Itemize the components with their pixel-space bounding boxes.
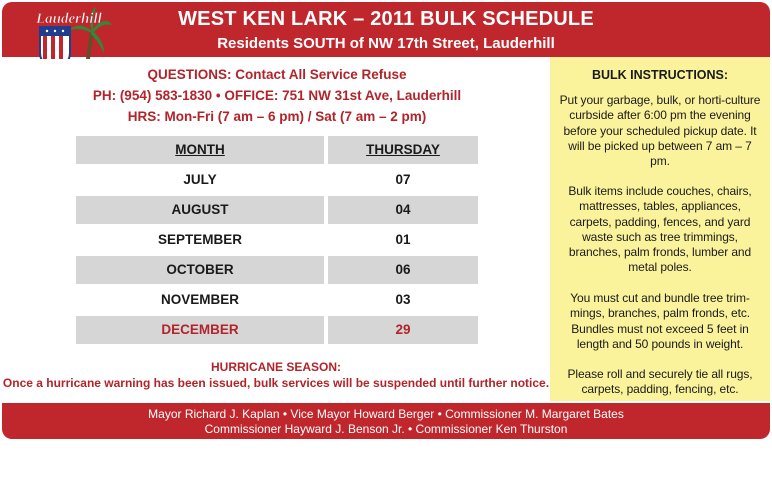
table-row [76,196,478,224]
month-cell: OCTOBER [76,256,324,284]
contact-questions: QUESTIONS: Contact All Service Refuse [147,67,407,82]
bulk-instructions-panel [550,57,770,401]
officials-line-2: Commissioner Hayward J. Benson Jr. • Commissioner Ken Thurston [204,422,568,436]
date-cell: 01 [395,232,411,247]
date-cell: 06 [328,256,478,284]
table-row [76,166,478,194]
date-cell: 07 [395,172,411,187]
month-cell: DECEMBER [76,316,324,344]
footer-banner [2,403,770,439]
month-cell: NOVEMBER [160,292,239,307]
schedule-panel [2,59,550,399]
date-cell: 03 [395,292,411,307]
hurricane-heading: HURRICANE SEASON: [210,360,341,374]
instructions-title: BULK INSTRUCTIONS: [591,68,729,82]
instruction-paragraph: Please roll and securely tie all rugs, carpets, padding, fencing, etc. [567,367,753,397]
date-cell: 04 [328,196,478,224]
logo-wordmark: Lauderhill [36,11,102,27]
month-cell: AUGUST [76,196,324,224]
header-banner [2,2,770,57]
date-cell: 29 [328,316,478,344]
table-row [76,286,478,314]
column-header-thursday: THURSDAY [328,136,478,164]
contact-hours: HRS: Mon-Fri (7 am – 6 pm) / Sat (7 am – 2 pm) [127,109,427,124]
table-row [76,256,478,284]
hurricane-notice: Once a hurricane warning has been issued, bulk services will be suspended until further notice. [2,376,550,390]
table-row [76,226,478,254]
instruction-paragraph: Put your garbage, bulk, or horti-culture curbside after 6:00 pm the evening before your scheduled pickup date. It will be picked up between 7 am – 7 pm. [559,93,761,169]
officials-line-1: Mayor Richard J. Kaplan • Vice Mayor Howard Berger • Commissioner M. Margaret Bates [148,407,624,421]
month-cell: SEPTEMBER [157,232,242,247]
column-header-month: MONTH [76,136,324,164]
page-subtitle: Residents SOUTH of NW 17th Street, Lauderhill [217,35,555,52]
bulk-schedule-card [2,2,770,439]
table-row [76,316,478,344]
month-cell: JULY [183,172,217,187]
table-header-row [76,136,478,164]
instruction-paragraph: Bulk items include couches, chairs, mattresses, tables, appliances, carpets, padding, fences, and yard waste such as tree trimmings, branches, palm fronds, lumber and metal poles. [568,184,752,275]
page-title: WEST KEN LARK – 2011 BULK SCHEDULE [178,8,594,30]
instruction-paragraph: You must cut and bundle tree trim-mings, branches, palm fronds, etc. Bundles must not exceed 5 feet in length and 50 pounds in weight. [569,291,751,351]
contact-phone-office: PH: (954) 583-1830 • OFFICE: 751 NW 31st Ave, Lauderhill [92,88,462,103]
